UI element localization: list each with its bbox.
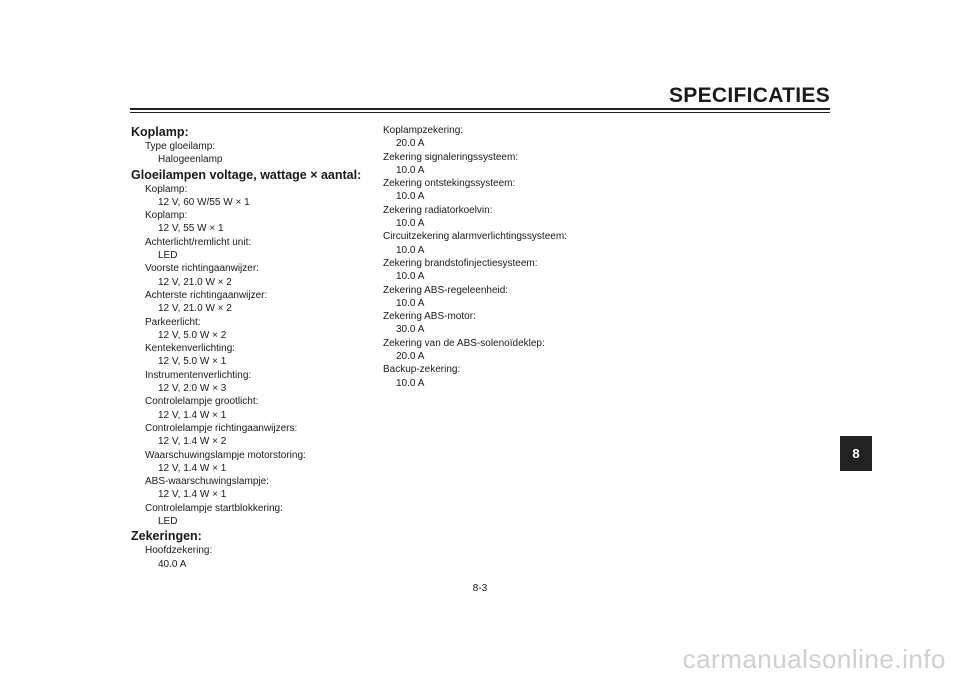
spec-label: Koplamp: (145, 210, 188, 222)
spec-label: Controlelampje startblokkering: (145, 502, 283, 514)
spec-value: 10.0 A (396, 191, 425, 203)
spec-label: Zekering ABS-motor: (383, 311, 476, 323)
spec-label: Koplamp: (145, 183, 188, 195)
spec-value: 12 V, 1.4 W × 1 (158, 489, 227, 501)
spec-label: Instrumentenverlichting: (145, 369, 252, 381)
spec-label: Koplampzekering: (383, 125, 464, 136)
spec-label: Voorste richtingaanwijzer: (145, 263, 259, 275)
page-title: SPECIFICATIES (668, 84, 830, 107)
spec-value: 12 V, 60 W/55 W × 1 (158, 196, 250, 208)
spec-value: 10.0 A (396, 218, 425, 230)
spec-value: 20.0 A (396, 138, 425, 150)
section-heading: Gloeilampen voltage, wattage × aantal: (131, 167, 362, 182)
spec-label: Circuitzekering alarmverlichtingssysteem: (383, 231, 567, 243)
spec-value: LED (158, 516, 178, 528)
spec-value: 10.0 A (396, 164, 425, 176)
spec-label: Zekering brandstofinjectiesysteem: (383, 257, 538, 269)
left-column (131, 124, 371, 571)
spec-value: 12 V, 5.0 W × 1 (158, 356, 227, 368)
spec-value: 12 V, 21.0 W × 2 (158, 303, 232, 315)
spec-value: 10.0 A (396, 297, 425, 309)
section-heading: Zekeringen: (131, 529, 202, 544)
spec-value: 10.0 A (396, 271, 425, 283)
spec-value: LED (158, 250, 178, 262)
spec-value: 10.0 A (396, 244, 425, 256)
spec-value: 12 V, 21.0 W × 2 (158, 276, 232, 288)
spec-label: Type gloeilamp: (145, 141, 216, 152)
spec-value: 40.0 A (158, 558, 187, 570)
spec-label: ABS-waarschuwingslampje: (145, 476, 269, 488)
spec-value: 12 V, 1.4 W × 1 (158, 462, 227, 474)
spec-value: 12 V, 55 W × 1 (158, 223, 224, 235)
spec-value: 20.0 A (396, 351, 425, 363)
watermark: carmanualsonline.info (682, 644, 946, 674)
spec-label: Backup-zekering: (383, 364, 461, 376)
page-number: 8-3 (472, 583, 488, 594)
spec-label: Waarschuwingslampje motorstoring: (145, 449, 306, 461)
spec-label: Zekering van de ABS-solenoïdeklep: (383, 337, 545, 349)
title-rule (130, 108, 830, 113)
spec-label: Achterlicht/remlicht unit: (145, 236, 252, 248)
spec-value: 12 V, 1.4 W × 1 (158, 409, 227, 421)
spec-value: 12 V, 2.0 W × 3 (158, 383, 227, 395)
right-column (383, 124, 643, 390)
spec-value: Halogeenlamp (158, 154, 223, 166)
spec-label: Controlelampje grootlicht: (145, 396, 259, 408)
spec-value: 30.0 A (396, 324, 425, 336)
spec-value: 12 V, 1.4 W × 2 (158, 436, 227, 448)
spec-label: Zekering radiatorkoelvin: (383, 204, 493, 216)
spec-value: 10.0 A (396, 377, 425, 389)
spec-label: Parkeerlicht: (145, 316, 201, 328)
spec-label: Zekering ontstekingssysteem: (383, 178, 516, 190)
spec-label: Zekering signaleringssysteem: (383, 151, 519, 163)
spec-value: 12 V, 5.0 W × 2 (158, 329, 227, 341)
spec-label: Controlelampje richtingaanwijzers: (145, 422, 298, 434)
spec-label: Hoofdzekering: (145, 545, 213, 557)
spec-label: Zekering ABS-regeleenheid: (383, 284, 509, 296)
spec-label: Kentekenverlichting: (145, 343, 236, 355)
chapter-tab: 8 (840, 436, 872, 471)
section-heading: Koplamp: (131, 125, 189, 139)
spec-label: Achterste richtingaanwijzer: (145, 289, 268, 301)
